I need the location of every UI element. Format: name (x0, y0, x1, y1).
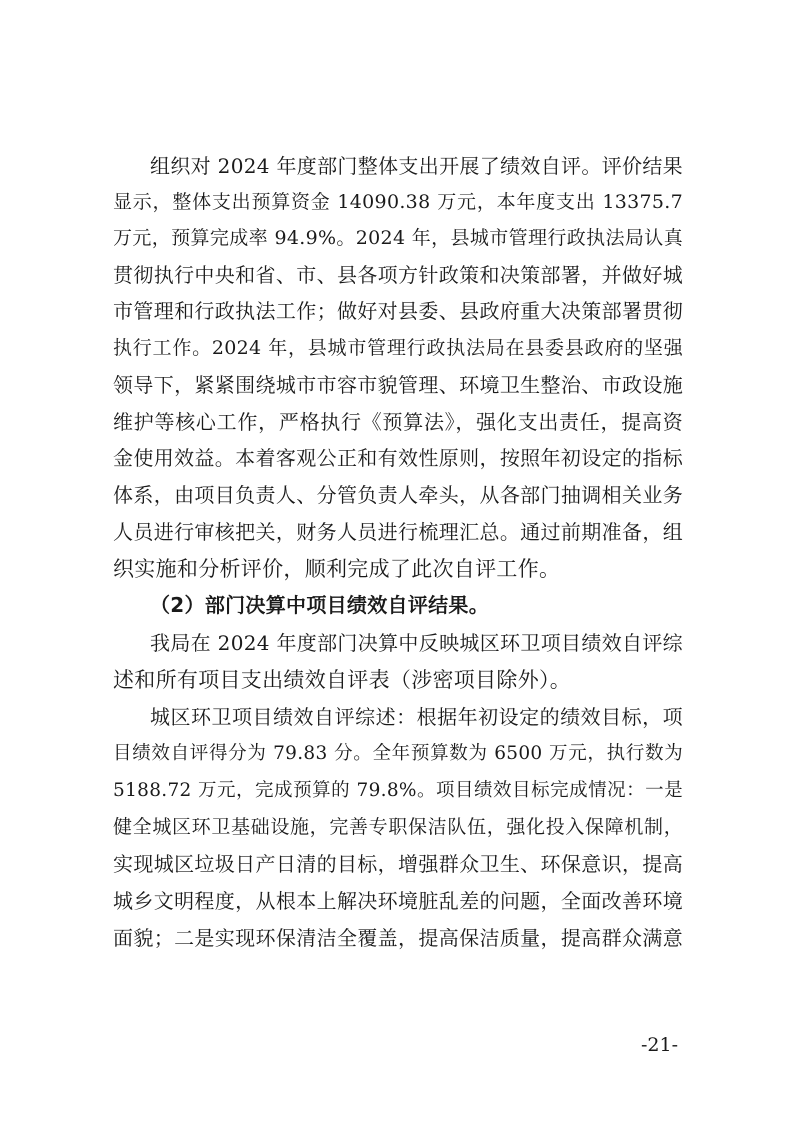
paragraph-line: 健全城区环卫基础设施，完善专职保洁队伍，强化投入保障机制， (113, 816, 683, 838)
paragraph-line: 金使用效益。本着客观公正和有效性原则，按照年初设定的指标 (113, 446, 683, 470)
paragraph-line: 维护等核心工作，严格执行《预算法》，强化支出责任，提高资 (113, 410, 683, 434)
paragraph-line: 组织对 2024 年度部门整体支出开展了绩效自评。评价结果 (150, 154, 683, 178)
paragraph-line: 万元，预算完成率 94.9%。2024 年，县城市管理行政执法局认真 (113, 227, 683, 249)
paragraph-line: 织实施和分析评价，顺利完成了此次自评工作。 (113, 557, 561, 581)
paragraph-line: 人员进行审核把关，财务人员进行梳理汇总。通过前期准备，组 (113, 520, 683, 544)
paragraph-line: 5188.72 万元，完成预算的 79.8%。项目绩效目标完成情况：一是 (113, 780, 683, 801)
paragraph-line: 贯彻执行中央和省、市、县各项方针政策和决策部署，并做好城 (113, 263, 683, 287)
paragraph-line: 实现城区垃圾日产日清的目标，增强群众卫生、环保意识，提高 (113, 852, 683, 876)
paragraph-line: 显示，整体支出预算资金 14090.38 万元，本年度支出 13375.7 (113, 191, 683, 213)
paragraph-line: 我局在 2024 年度部门决算中反映城区环卫项目绩效自评综 (150, 631, 683, 655)
paragraph-line: 领导下，紧紧围绕城市市容市貌管理、环境卫生整治、市政设施 (113, 373, 683, 397)
paragraph-line: 市管理和行政执法工作；做好对县委、县政府重大决策部署贯彻 (113, 299, 683, 323)
paragraph-line: 城乡文明程度，从根本上解决环境脏乱差的问题，全面改善环境 (113, 889, 683, 913)
paragraph-line: 目绩效自评得分为 79.83 分。全年预算数为 6500 万元，执行数为 (113, 743, 683, 764)
paragraph-line: 执行工作。2024 年，县城市管理行政执法局在县委县政府的坚强 (113, 337, 683, 359)
paragraph-line: 述和所有项目支出绩效自评表（涉密项目除外）。 (113, 668, 572, 692)
paragraph-line: 城区环卫项目绩效自评综述：根据年初设定的绩效目标，项 (150, 705, 683, 729)
paragraph-line: 体系，由项目负责人、分管负责人牵头，从各部门抽调相关业务 (113, 483, 683, 507)
paragraph-line: 面貌；二是实现环保清洁全覆盖，提高保洁质量，提高群众满意 (113, 926, 683, 950)
section-heading: （2）部门决算中项目绩效自评结果。 (150, 593, 490, 617)
page-number: -21- (640, 1034, 678, 1056)
